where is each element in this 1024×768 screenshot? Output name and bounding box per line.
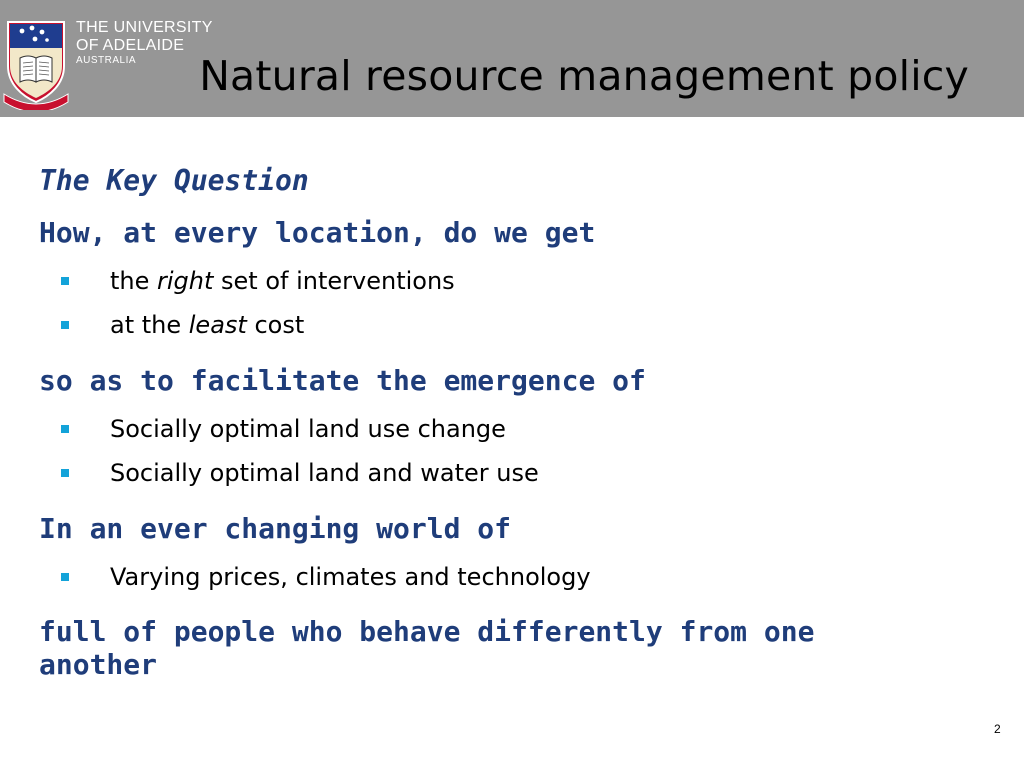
bullet-varying-prices — [39, 557, 999, 601]
page-number: 2 — [994, 722, 1001, 736]
square-bullet-icon — [61, 277, 69, 285]
how-heading: How, at every location, do we get — [39, 216, 596, 249]
square-bullet-icon — [61, 469, 69, 477]
bullet-text-before: at the — [110, 311, 189, 339]
logo-line-university: THE UNIVERSITY — [76, 19, 213, 36]
logo-line-australia: AUSTRALIA — [76, 55, 137, 66]
key-question-heading: The Key Question — [39, 164, 309, 197]
full-of-people-heading: full of people who behave differently from one another — [39, 615, 815, 681]
bullet-text-after: cost — [246, 311, 305, 339]
square-bullet-icon — [61, 573, 69, 581]
bullet-text: Varying prices, climates and technology — [110, 563, 591, 591]
university-crest-icon — [2, 18, 70, 110]
slide-content — [39, 163, 999, 681]
bullet-text-after: set of interventions — [213, 267, 455, 295]
header-bar — [0, 0, 1024, 117]
bullet-text-emphasis: right — [157, 267, 214, 295]
bullet-land-use-change — [39, 409, 999, 453]
bullet-text-before: the — [110, 267, 158, 295]
square-bullet-icon — [61, 425, 69, 433]
bullet-text-emphasis: least — [188, 311, 247, 339]
square-bullet-icon — [61, 321, 69, 329]
so-as-heading: so as to facilitate the emergence of — [39, 364, 646, 397]
bullet-land-water-use — [39, 453, 999, 497]
slide-title: Natural resource management policy — [199, 52, 969, 100]
university-logo-text — [76, 20, 213, 66]
bullet-text: Socially optimal land use change — [110, 415, 506, 443]
ever-changing-heading: In an ever changing world of — [39, 512, 512, 545]
bullet-text: Socially optimal land and water use — [110, 459, 539, 487]
bullet-least-cost — [39, 305, 999, 349]
logo-line-adelaide: OF ADELAIDE — [76, 37, 185, 54]
bullet-right-interventions — [39, 261, 999, 305]
